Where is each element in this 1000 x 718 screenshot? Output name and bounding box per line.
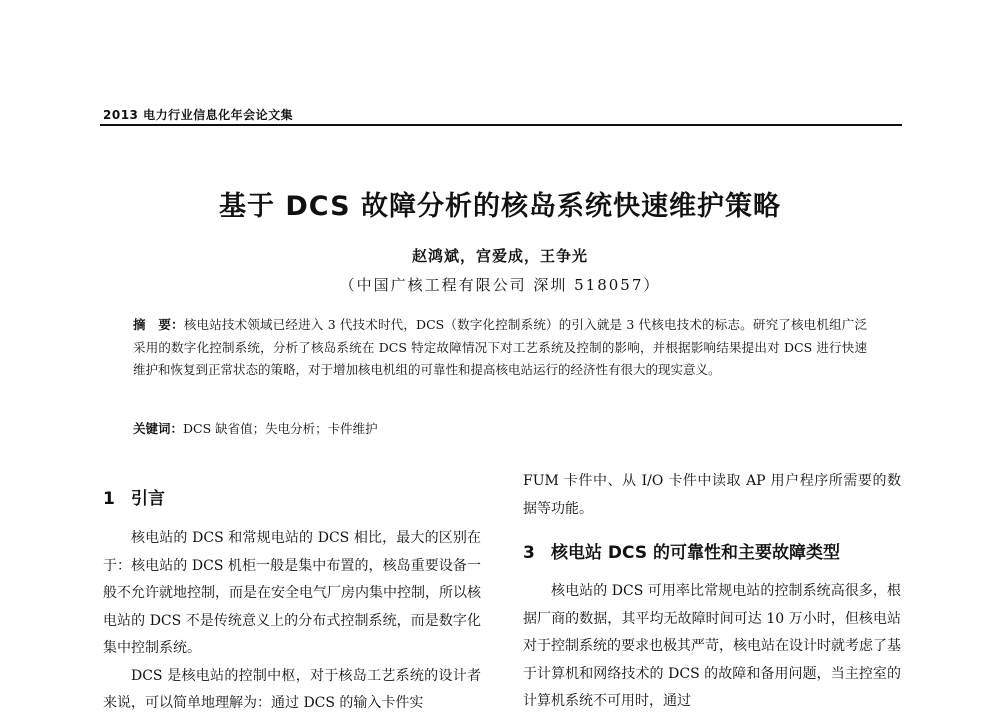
- section-2-tail-paragraph: FUM 卡件中、从 I/O 卡件中读取 AP 用户程序所需要的数据等功能。: [523, 473, 901, 517]
- left-column: [103, 525, 481, 718]
- right-column-bottom: [523, 578, 901, 716]
- keywords: [133, 418, 867, 440]
- right-column-top: [523, 468, 901, 523]
- abstract-text: 核电站技术领域已经进入 3 代技术时代，DCS（数字化控制系统）的引入就是 3 代核电技术的标志。研究了核电机组广泛采用的数字化控制系统，分析了核岛系统在 DCS 特定故障情况下对工艺系统及控制的影响，并根据影响结果提出对 DCS 进行快速维护和恢复到正常状态的策略，对于增加核电机组的可靠性和提高核电站运行的经济性有很大的现实意义。: [133, 317, 867, 377]
- running-header: 2013 电力行业信息化年会论文集: [103, 108, 294, 122]
- section-1-paragraph-1: 核电站的 DCS 和常规电站的 DCS 相比，最大的区别在于：核电站的 DCS 机柜一般是集中布置的，核岛重要设备一般不允许就地控制，而是在安全电气厂房内集中控制，所以核电站的 DCS 不是传统意义上的分布式控制系统，而是数字化集中控制系统。: [103, 530, 481, 656]
- paper-title: 基于 DCS 故障分析的核岛系统快速维护策略: [219, 191, 781, 222]
- section-3-number: 3: [523, 543, 535, 563]
- section-3-paragraph-1: 核电站的 DCS 可用率比常规电站的控制系统高很多，根据厂商的数据，其平均无故障时间可达 10 万小时，但核电站对于控制系统的要求也极其严苛，核电站在设计时就考虑了基于计算机和网络技术的 DCS 的故障和备用问题，当主控室的计算机系统不可用时，通过: [523, 583, 901, 709]
- paper-affiliation: （中国广核工程有限公司 深圳 518057）: [339, 276, 661, 294]
- section-3-heading: [523, 538, 840, 563]
- section-1-heading: [103, 484, 165, 509]
- section-1-paragraph-2: DCS 是核电站的控制中枢，对于核岛工艺系统的设计者来说，可以简单地理解为：通过 DCS 的输入卡件实: [103, 667, 481, 711]
- keywords-label: 关键词：: [133, 421, 184, 436]
- header-rule: [100, 124, 902, 126]
- keywords-text: DCS 缺省值；失电分析；卡件维护: [183, 421, 378, 436]
- section-1-number: 1: [103, 489, 115, 509]
- section-3-title: 核电站 DCS 的可靠性和主要故障类型: [551, 543, 840, 563]
- abstract-label: 摘 要：: [133, 317, 184, 332]
- abstract: [133, 314, 867, 382]
- paper-authors: 赵鸿斌，宫爱成，王争光: [411, 247, 588, 265]
- section-1-title: 引言: [131, 489, 165, 509]
